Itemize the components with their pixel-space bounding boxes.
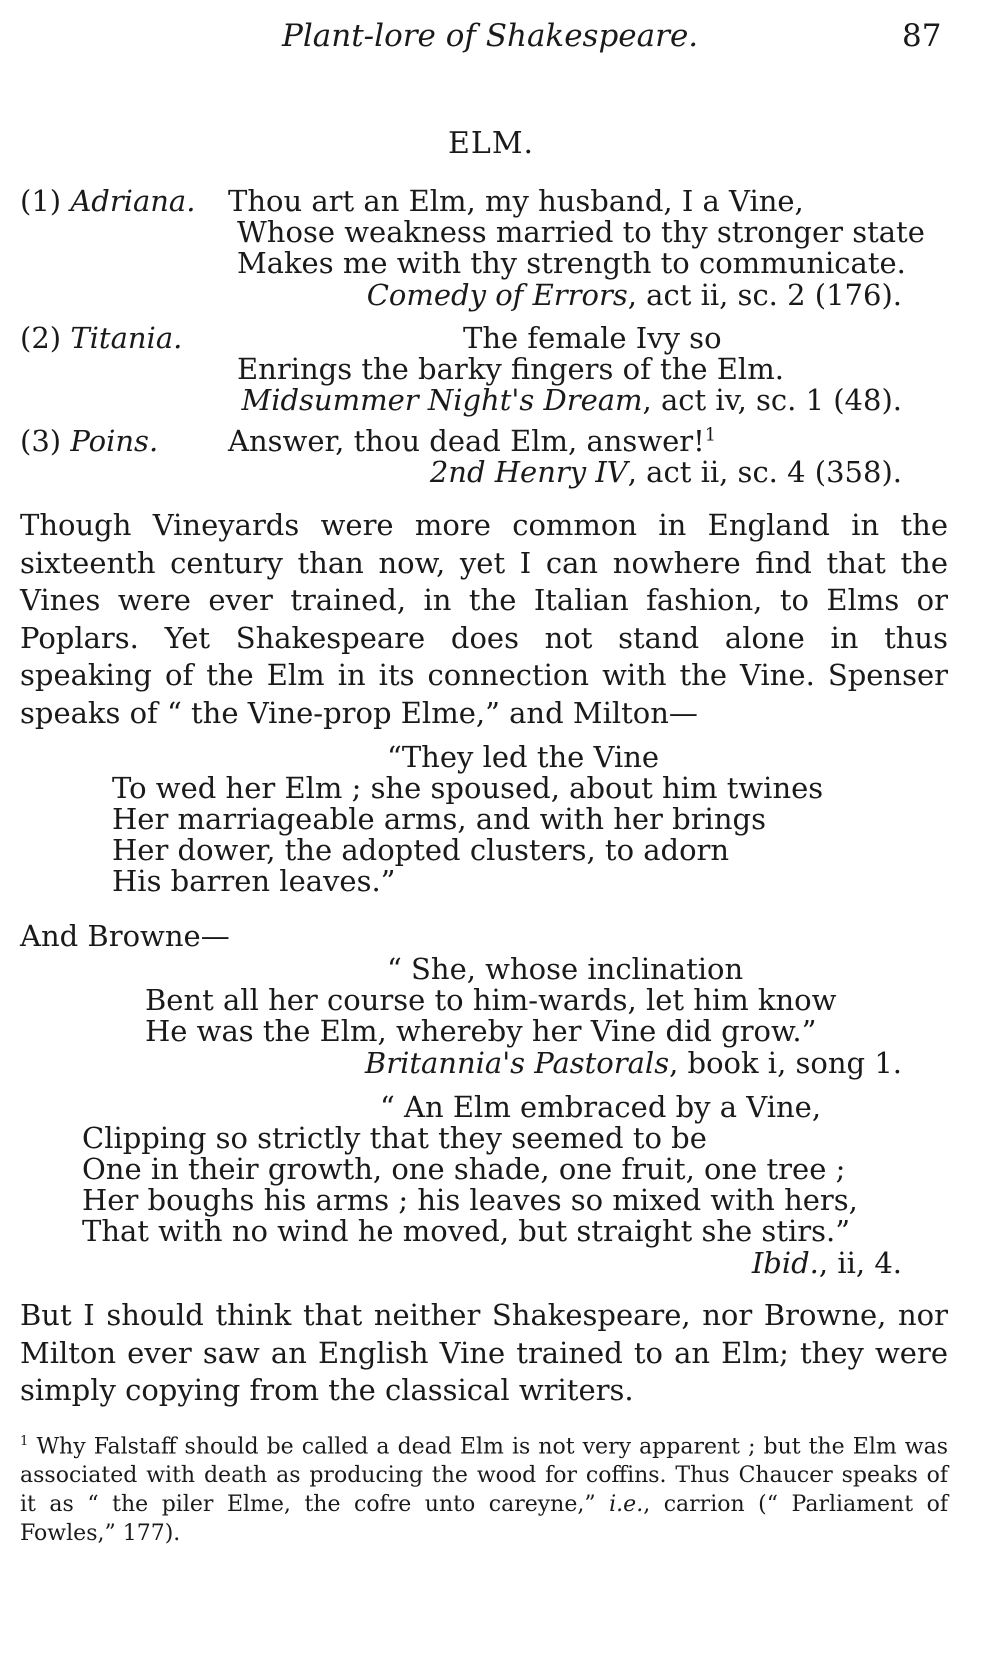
footnote-reference: 1 — [704, 425, 716, 446]
quote-3-label — [20, 424, 158, 458]
verse-line: Her marriageable arms, and with her brings — [112, 802, 766, 836]
quote-speaker: Poins. — [70, 424, 159, 458]
quote-speaker: Adriana. — [70, 184, 196, 218]
quote-line: Makes me with thy strength to communicate. — [237, 246, 906, 280]
running-title: Plant-lore of Shakespeare. — [282, 18, 699, 54]
verse-line: That with no wind he moved, but straight she stirs.” — [82, 1214, 851, 1248]
source-ref: , act iv, sc. 1 (48). — [642, 383, 902, 417]
source-title: Midsummer Night's Dream — [241, 383, 643, 417]
source-ref: , act ii, sc. 4 (358). — [627, 455, 902, 489]
quote-line: Thou art an Elm, my husband, I a Vine, — [228, 184, 804, 218]
quote-line — [228, 424, 716, 458]
footnote-text-end: , carrion (“ Parliament of Fowles,” 177). — [20, 1492, 948, 1547]
verse-line: “They led the Vine — [387, 740, 660, 774]
section-heading: ELM. — [448, 126, 535, 161]
quote-2-label — [20, 321, 182, 355]
source-ref: , book i, song 1. — [669, 1046, 902, 1080]
verse-line: Bent all her course to him-wards, let him know — [145, 983, 837, 1017]
verse-line: Clipping so strictly that they seemed to be — [82, 1121, 707, 1155]
source-title: 2nd Henry IV — [429, 455, 628, 489]
quote-1-label — [20, 184, 195, 218]
verse-line: To wed her Elm ; she spoused, about him twines — [112, 771, 824, 805]
quote-source — [242, 383, 903, 417]
browne-intro: And Browne— — [20, 919, 230, 953]
source-ref: , act ii, sc. 2 (176). — [627, 278, 902, 312]
footnote — [20, 1427, 948, 1548]
page-number: 87 — [902, 18, 942, 54]
verse-source — [365, 1046, 902, 1080]
verse-line: “ An Elm embraced by a Vine, — [380, 1090, 822, 1124]
footnote-text: Why Falstaff should be called a dead Elm is not very apparent ; but the Elm was associated with death as producing the wood for coffins. Thus Chaucer speaks of it as “ the piler Elme, the cofre unto careyne,” — [20, 1434, 948, 1518]
source-title: Britannia's Pastorals — [364, 1046, 670, 1080]
verse-line: One in their growth, one shade, one fruit, one tree ; — [82, 1152, 846, 1186]
body-paragraph-1: Though Vineyards were more common in England in the sixteenth century than now, yet I can nowhere find that the Vines were ever trained, in the Italian fashion, to Elms or Poplars. Yet Shakespeare does not stand alone in thus speaking of the Elm in its connection with the Vine. Spenser speaks of “ the Vine-prop Elme,” and Milton— — [20, 508, 948, 730]
source-title: Ibid. — [751, 1246, 819, 1280]
body-paragraph-2: But I should think that neither Shakespeare, nor Browne, nor Milton ever saw an English Vine trained to an Elm; they were simply copying from the classical writers. — [20, 1298, 948, 1407]
footnote-ie: i.e. — [609, 1492, 644, 1518]
quote-number: (3) — [20, 424, 62, 458]
quote-line: Enrings the barky fingers of the Elm. — [237, 352, 784, 386]
verse-line: “ She, whose inclination — [387, 952, 744, 986]
quote-number: (2) — [20, 321, 62, 355]
verse-line: He was the Elm, whereby her Vine did grow.” — [145, 1014, 817, 1048]
source-title: Comedy of Errors — [366, 278, 628, 312]
source-ref: , ii, 4. — [818, 1246, 902, 1280]
quote-number: (1) — [20, 184, 62, 218]
verse-line: His barren leaves.” — [112, 864, 396, 898]
quote-line-text: Answer, thou dead Elm, answer! — [228, 424, 705, 458]
footnote-mark: 1 — [20, 1434, 29, 1449]
verse-line: Her dower, the adopted clusters, to adorn — [112, 833, 730, 867]
quote-source — [430, 455, 902, 489]
quote-speaker: Titania. — [70, 321, 183, 355]
quote-line: The female Ivy so — [463, 321, 722, 355]
quote-source — [367, 278, 902, 312]
verse-line: Her boughs his arms ; his leaves so mixed with hers, — [82, 1183, 858, 1217]
quote-line: Whose weakness married to thy stronger state — [237, 215, 925, 249]
verse-source — [752, 1246, 902, 1280]
